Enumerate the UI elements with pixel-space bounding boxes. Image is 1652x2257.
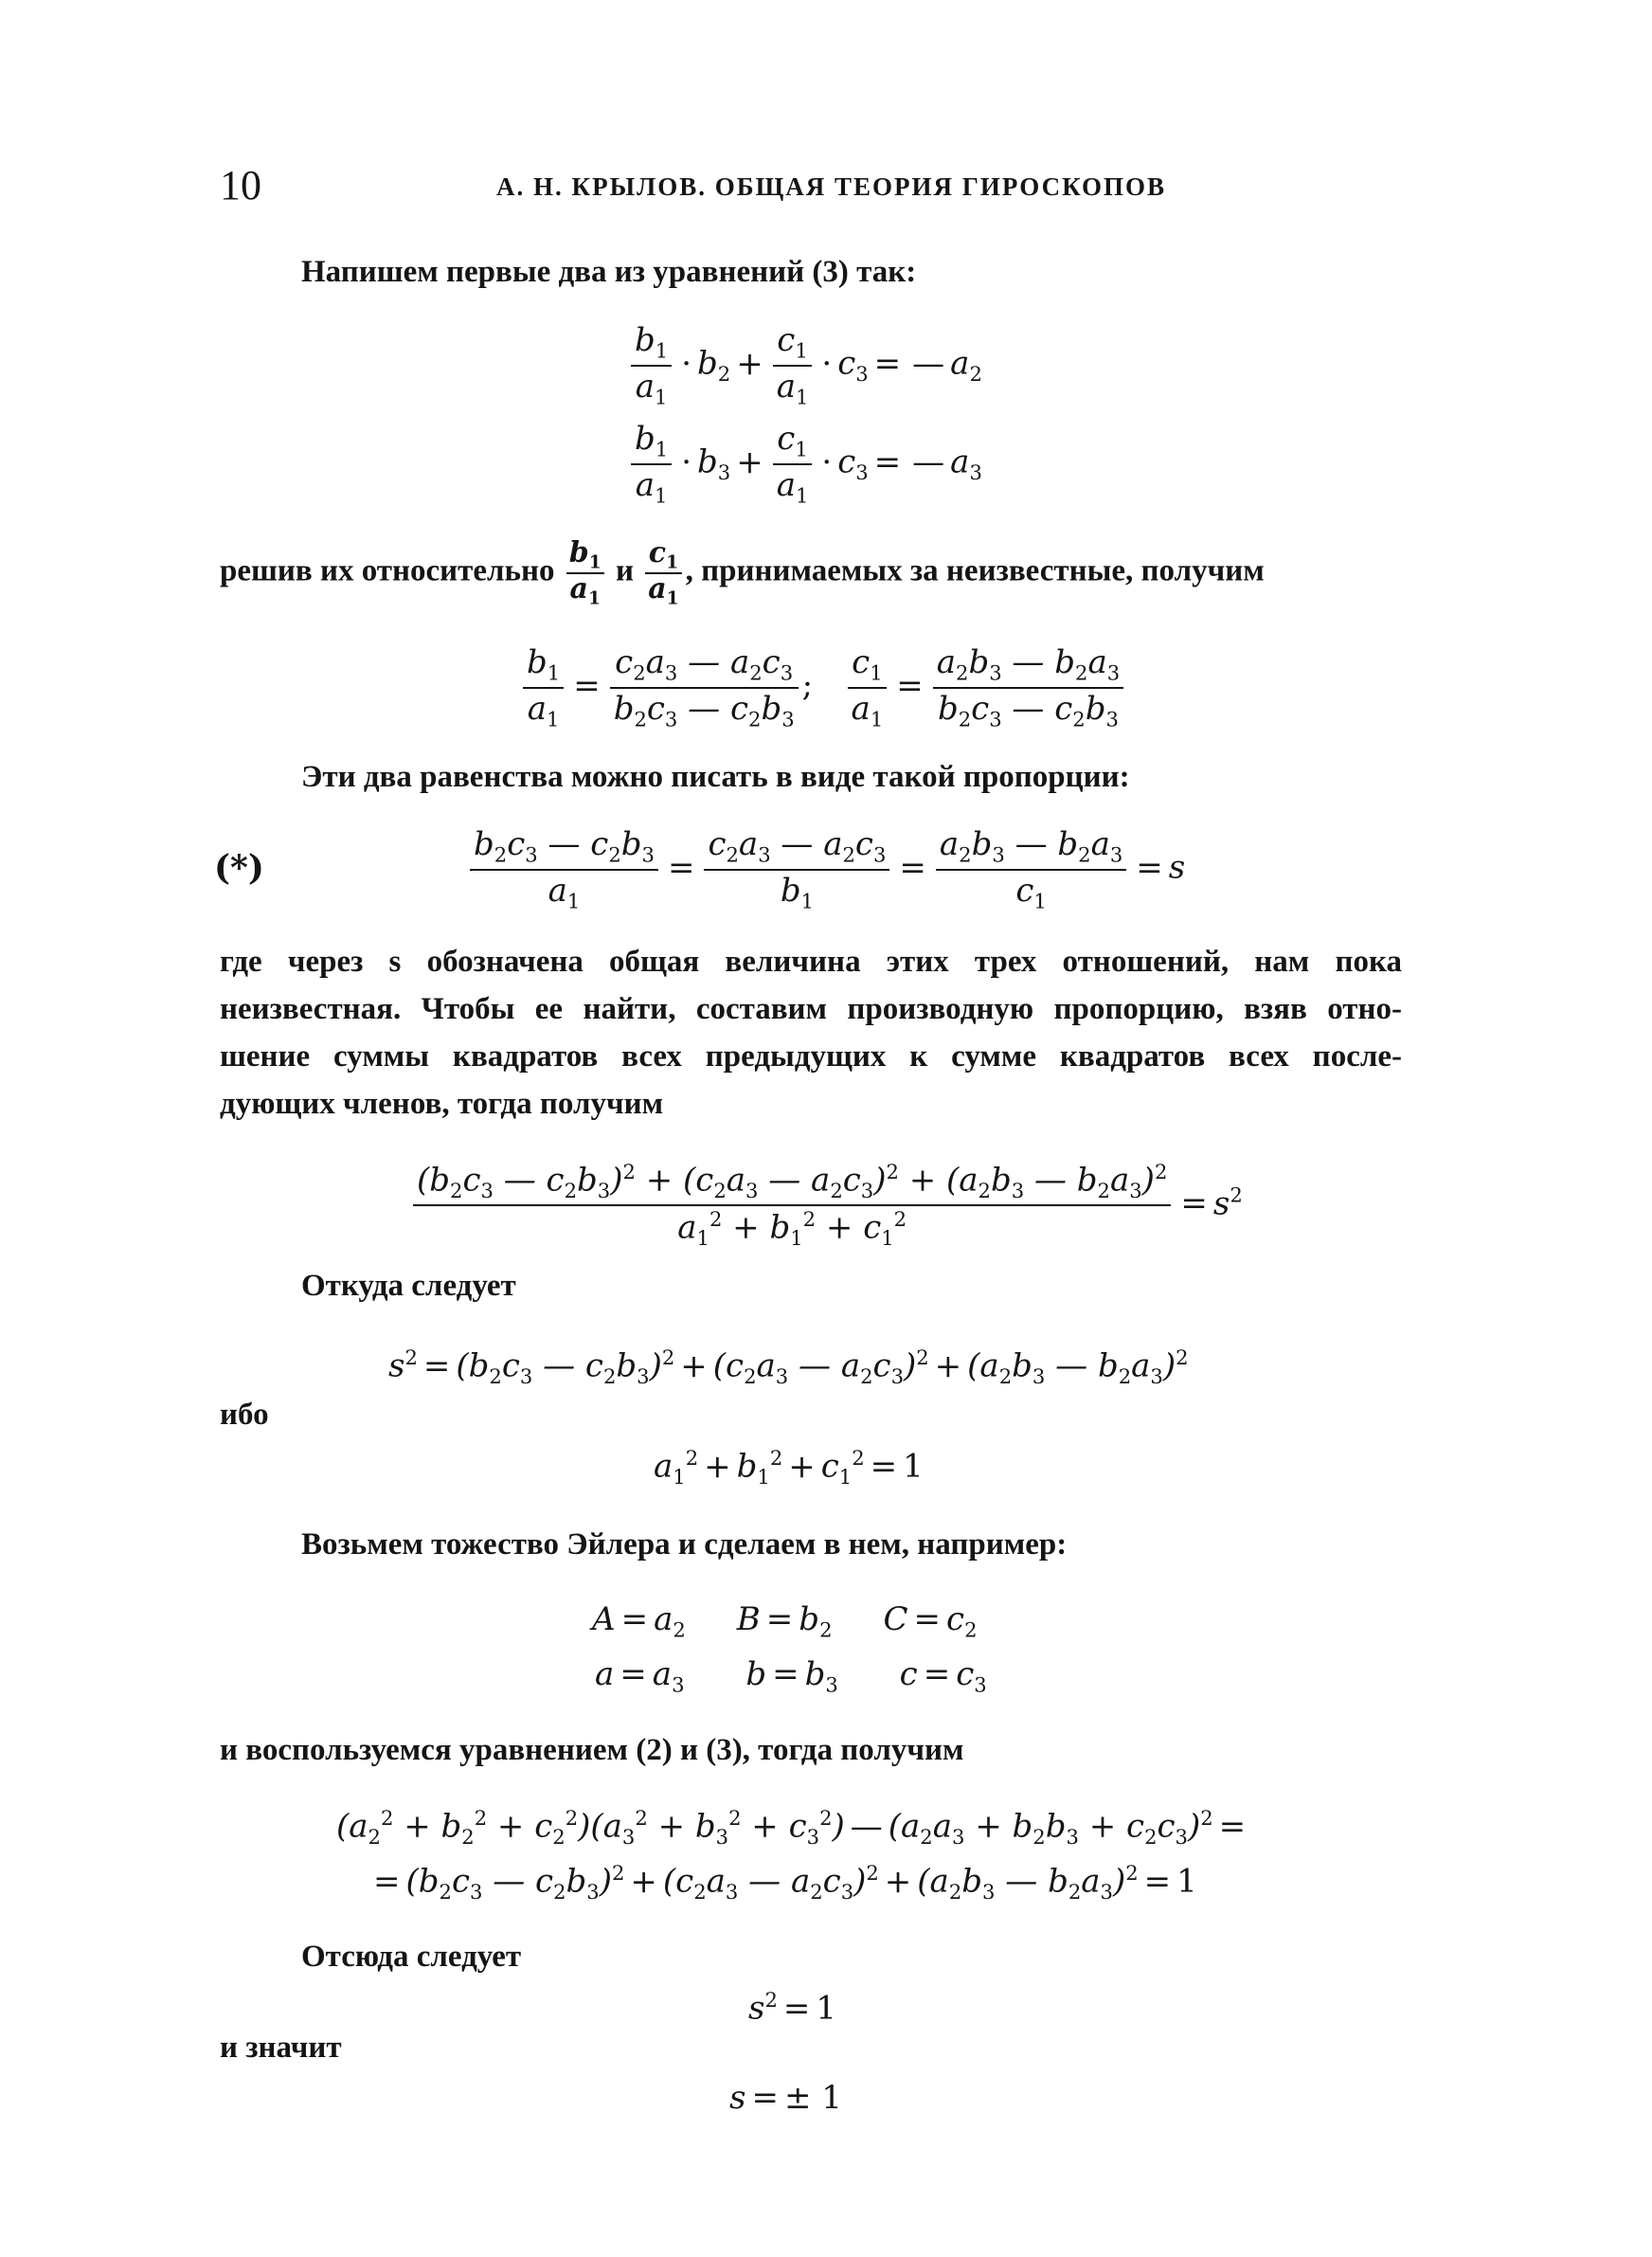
equation-9-line-2: = ($b_2c_3$ — $c_2b_3)^2 + (c_2a_3$ — $a_2c_3)^2 + (a_2b_3$ — $b_2a_3)^2 = 1$ [373,1861,1197,1905]
paragraph-1: Напишем первые два из уравнений (3) так: [301,255,917,289]
equation-5: $\frac{(b_2c_3 — c_2b_3)^2 + (c_2a_3 — a_2c_3)^2 + (a_2b_3 — b_2a_3)^2}{a_1^2 + b_1^2 + c_1^2}$ = $s^2$ [409,1161,1243,1251]
paragraph-8: и воспользуемся уравнением (2) и (3), тогда получим [220,1733,964,1767]
equation-10: $s^2 = 1$ [748,1988,837,2028]
paragraph-2: решив их относительно $\frac{b_1}{a_1}$ и $\frac{c_1}{a_1}$ , принимаемых за неизвестные, получим [220,536,1265,609]
paragraph-2-start: решив их относительно [220,553,555,588]
paragraph-9: Отсюда следует [301,1940,522,1974]
paragraph-4-line-4: дующих членов, тогда получим [220,1087,664,1121]
paragraph-4-line-2: неизвестная. Чтобы ее найти, составим производную пропорцию, взяв отно- [220,992,1402,1026]
equation-6: $s^2 = (b_2c_3$ — $c_2b_3)^2 + (c_2a_3$ — $a_2c_3)^2 + (a_2b_3$ — $b_2a_3)^2$ [388,1345,1189,1389]
equation-1: $\frac{b_1}{a_1}$ · $b_2$ + $\frac{c_1}{a_1}$ · $c_3$ = — $a_2$ [627,322,982,408]
paragraph-2-and: и [615,553,634,588]
paragraph-5: Откуда следует [301,1269,516,1303]
equation-3: $\frac{b_1}{a_1}$ = $\frac{c_2a_3 — a_2c_3}{b_2c_3 — c_2b_3}$ ; $\frac{c_1}{a_1}$ = $\frac{a_2b_3 — b_2a_3}{b_2c_3 — c_2b_3}$ [519,644,1127,731]
paragraph-4 [220,938,1402,1128]
equation-8-row-1: $A = a_2$ $B = b_2$ $C = c_2$ [592,1600,978,1642]
paragraph-4-line-3: шение суммы квадратов всех предыдущих к сумме квадратов всех после- [220,1039,1402,1074]
equation-8-row-2: $a = a_3$ $b = b_3$ $c = c_3$ [595,1655,987,1697]
paragraph-2-end: , принимаемых за неизвестные, получим [685,553,1265,588]
paragraph-7: Возьмем тожество Эйлера и сделаем в нем, например: [301,1527,1068,1562]
page-number: 10 [220,162,261,208]
running-head [220,161,1413,218]
paragraph-10: и значит [220,2031,342,2065]
running-title: А. Н. КРЫЛОВ. ОБЩАЯ ТЕОРИЯ ГИРОСКОПОВ [496,172,1166,201]
equation-11: s = ± 1 [729,2079,842,2117]
equation-label-star: (*) [214,848,264,888]
equation-2: $\frac{b_1}{a_1}$ · $b_3$ + $\frac{c_1}{a_1}$ · $c_3$ = — $a_3$ [627,421,982,507]
equation-9-line-1: $(a_2^2 + b_2^2 + c_2^2)(a_3^2 + b_3^2 + c_3^2)$ — $(a_2a_3 + b_2b_3 + c_2c_3)^2$ = [336,1806,1247,1850]
equation-7: $a_1^2 + b_1^2 + c_1^2 = 1$ [654,1446,924,1490]
equation-4: $\frac{b_2c_3 — c_2b_3}{a_1}$ = $\frac{c_2a_3 — a_2c_3}{b_1}$ = $\frac{a_2b_3 — b_2a_3}{c_1}$ = s [466,826,1185,912]
paragraph-3: Эти два равенства можно писать в виде такой пропорции: [301,760,1130,794]
paragraph-4-line-1: где через s обозначена общая величина этих трех отношений, нам пока [220,945,1402,979]
paragraph-6: ибо [220,1398,269,1432]
